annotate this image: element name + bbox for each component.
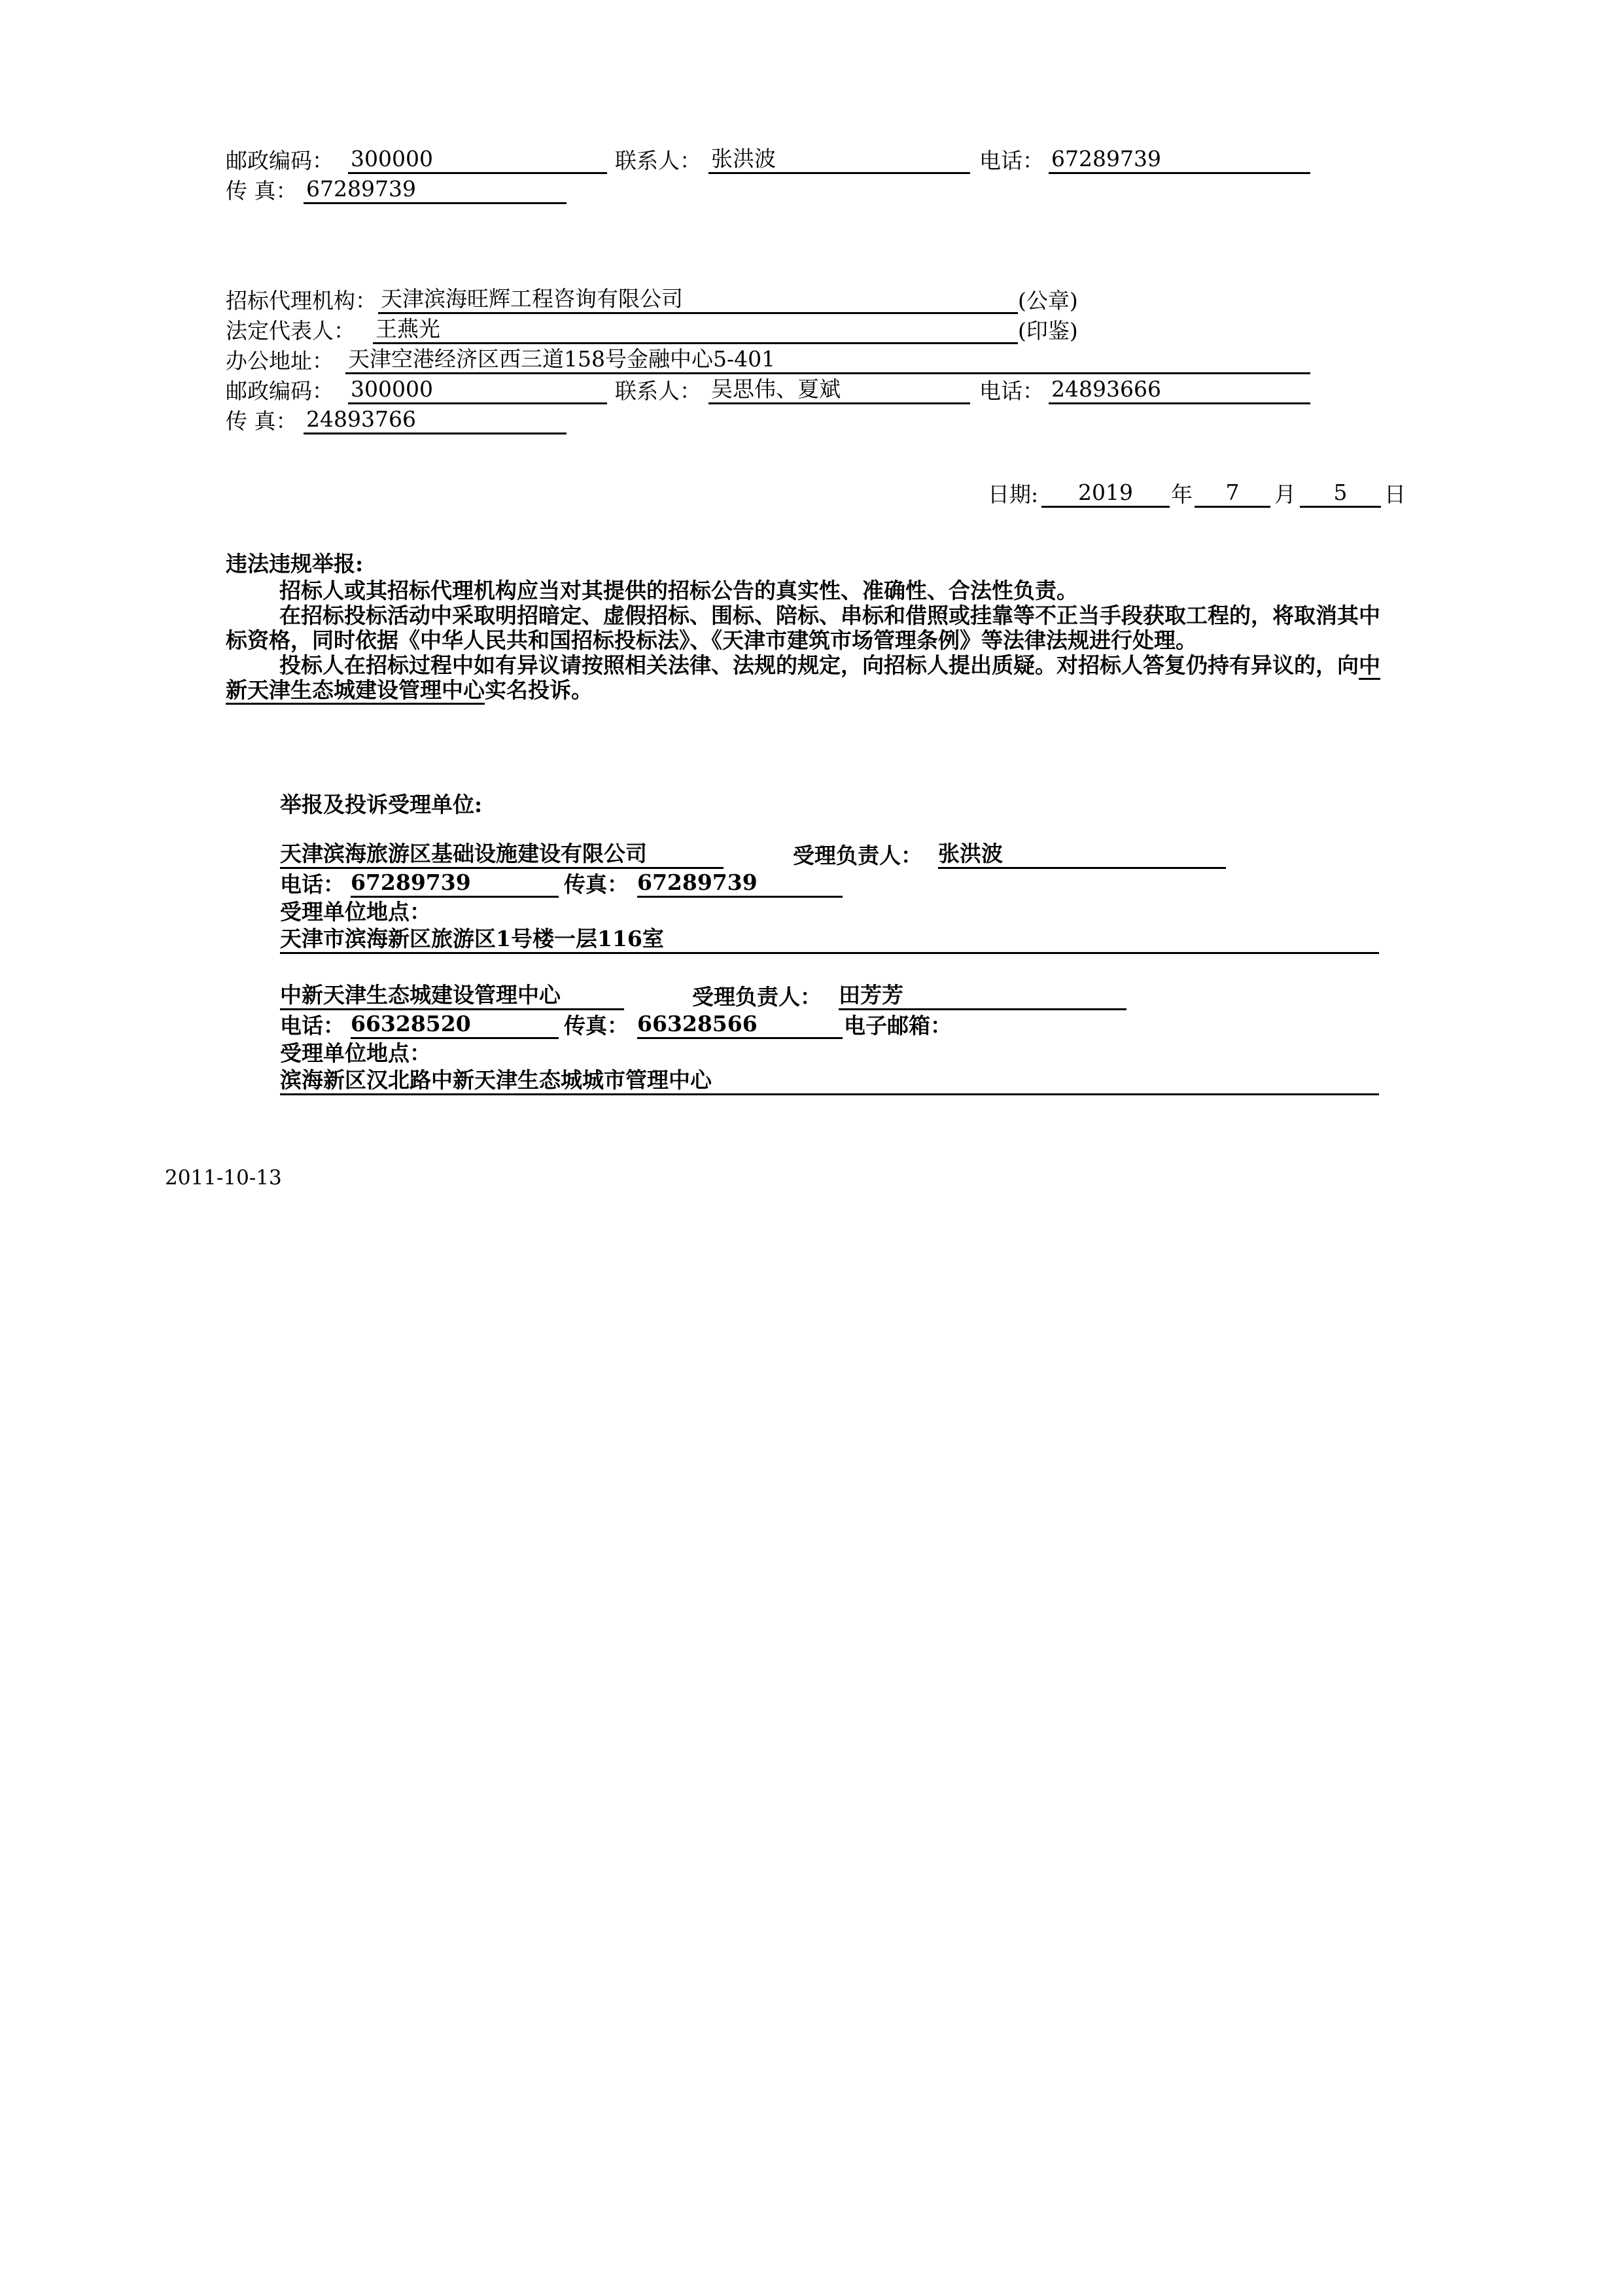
unit1-address-label: 受理单位地点： — [280, 899, 431, 925]
agency-contact-label: 联系人： — [615, 378, 701, 404]
office-address-value: 天津空港经济区西三道158号金融中心5-401 — [348, 346, 776, 372]
agency-postal-label: 邮政编码： — [226, 378, 334, 404]
legal-rep-field — [373, 318, 1018, 344]
office-address-label: 办公地址： — [226, 348, 334, 374]
phone-label: 电话： — [979, 148, 1044, 173]
date-day-field — [1300, 482, 1381, 508]
date-day-value: 5 — [1333, 480, 1348, 505]
report-paragraph-1: 招标人或其招标代理机构应当对其提供的招标公告的真实性、准确性、合法性负责。 — [279, 578, 1078, 603]
agency-fax-label: 传 真： — [226, 408, 298, 434]
unit1-phone-field — [351, 872, 559, 898]
unit2-person: 田芳芳 — [839, 982, 903, 1008]
unit1-address-field — [280, 928, 1379, 954]
unit1-phone: 67289739 — [351, 870, 471, 895]
agency-fax-value: 24893766 — [306, 406, 416, 432]
postal-code-value: 300000 — [351, 146, 433, 171]
unit2-fax-label: 传真： — [564, 1013, 629, 1038]
date-year-unit: 年 — [1171, 482, 1193, 507]
date-year-field — [1041, 482, 1170, 508]
unit2-person-field — [839, 984, 1126, 1010]
phone-field — [1049, 148, 1310, 174]
unit2-address: 滨海新区汉北路中新天津生态城城市管理中心 — [280, 1067, 712, 1093]
postal-code-field — [348, 148, 607, 174]
date-year-value: 2019 — [1078, 480, 1133, 505]
agency-name-label: 招标代理机构： — [226, 288, 377, 313]
unit2-phone-label: 电话： — [280, 1013, 345, 1038]
date-label: 日期: — [988, 482, 1039, 507]
office-address-field — [345, 348, 1310, 374]
unit1-person-label: 受理负责人： — [793, 843, 922, 868]
fax-label: 传 真： — [226, 178, 298, 203]
unit2-phone: 66328520 — [351, 1011, 471, 1036]
unit2-phone-field — [351, 1013, 559, 1039]
report-paragraph-2: 在招标投标活动中采取明招暗定、虚假招标、围标、陪标、串标和借照或挂靠等不正当手段获取工程的，将取消其中标资格，同时依据《中华人民共和国招标投标法》、《天津市建筑市场管理条例》等法律法规进行处理。 — [226, 603, 1380, 653]
unit1-fax-field — [637, 872, 843, 898]
postal-code-label: 邮政编码： — [226, 148, 334, 173]
report-paragraph-3 — [226, 653, 1393, 703]
fax-field — [304, 178, 567, 204]
report-heading: 违法违规举报: — [226, 551, 364, 576]
unit1-fax: 67289739 — [637, 870, 758, 895]
unit2-address-field — [280, 1069, 1379, 1095]
agency-contact-field — [708, 378, 970, 404]
unit1-address: 天津市滨海新区旅游区1号楼一层116室 — [280, 926, 664, 951]
report-body — [226, 578, 1393, 703]
footer-date: 2011-10-13 — [165, 1166, 282, 1190]
unit2-fax: 66328566 — [637, 1011, 758, 1036]
date-month-value: 7 — [1225, 480, 1240, 505]
report-paragraph-3-start: 投标人在招标过程中如有异议请按照相关法律、法规的规定，向招标人提出质疑。对招标人答复仍持有异议的，向 — [279, 652, 1359, 678]
phone-value: 67289739 — [1051, 146, 1161, 171]
agency-name-field — [378, 288, 1018, 314]
legal-rep-seal: (印鉴) — [1018, 318, 1078, 344]
unit1-name-field — [280, 843, 724, 869]
contact-label: 联系人： — [615, 148, 701, 173]
agency-seal: (公章) — [1018, 288, 1078, 313]
agency-phone-value: 24893666 — [1051, 376, 1161, 402]
unit2-email-label: 电子邮箱： — [844, 1013, 952, 1038]
report-paragraph-3-end: 实名投诉。 — [485, 677, 593, 703]
unit2-person-label: 受理负责人： — [692, 984, 822, 1010]
agency-contact-value: 吴思伟、夏斌 — [711, 376, 841, 402]
unit2-name: 中新天津生态城建设管理中心 — [280, 982, 561, 1008]
unit2-fax-field — [637, 1013, 843, 1039]
unit2-address-label: 受理单位地点： — [280, 1040, 431, 1066]
date-month-unit: 月 — [1274, 482, 1296, 507]
complaint-org-inline: 中新天津生态城建设管理中心 — [226, 652, 1380, 705]
unit1-fax-label: 传真： — [564, 872, 629, 897]
agency-phone-field — [1049, 378, 1310, 404]
unit1-person: 张洪波 — [938, 841, 1003, 866]
legal-rep-label: 法定代表人： — [226, 318, 355, 344]
unit1-phone-label: 电话： — [280, 872, 345, 897]
agency-postal-value: 300000 — [351, 376, 433, 402]
unit2-name-field — [280, 984, 624, 1010]
contact-field — [708, 148, 970, 174]
date-day-unit: 日 — [1384, 482, 1406, 507]
unit1-name: 天津滨海旅游区基础设施建设有限公司 — [280, 841, 647, 866]
agency-name-value: 天津滨海旺辉工程咨询有限公司 — [381, 286, 683, 311]
fax-value: 67289739 — [306, 176, 416, 202]
agency-fax-field — [304, 408, 567, 434]
date-month-field — [1195, 482, 1270, 508]
unit1-person-field — [938, 843, 1226, 869]
agency-postal-field — [348, 378, 607, 404]
agency-phone-label: 电话： — [979, 378, 1044, 404]
complaint-heading: 举报及投诉受理单位: — [280, 792, 483, 817]
contact-value: 张洪波 — [711, 146, 776, 171]
legal-rep-value: 王燕光 — [375, 316, 440, 342]
